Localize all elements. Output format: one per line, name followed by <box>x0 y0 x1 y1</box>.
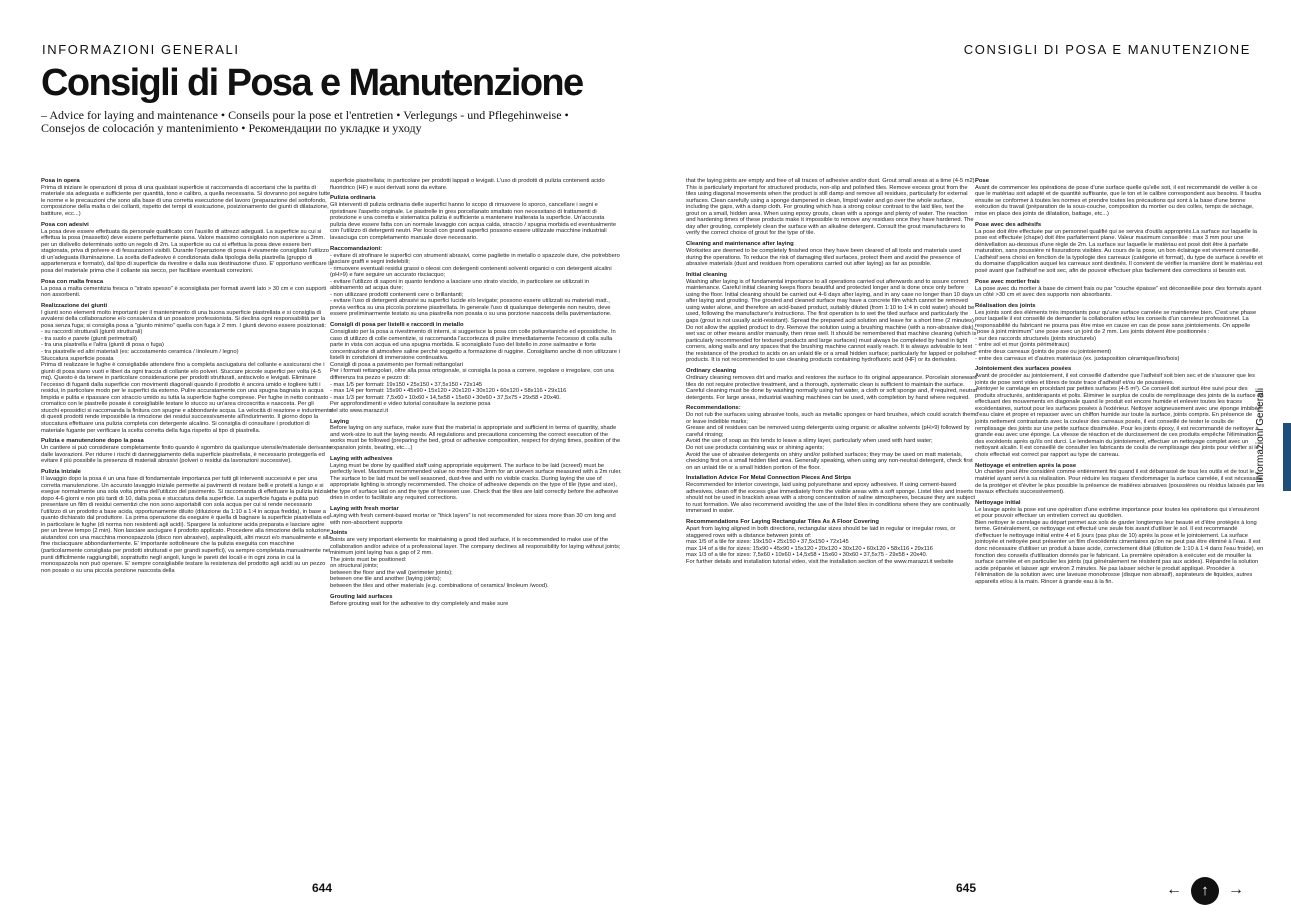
section-heading: Nettoyage initial <box>975 499 1021 506</box>
section-heading: Posa con malta fresca <box>41 278 104 285</box>
text-column-3 <box>686 178 978 570</box>
page-subtitle: – Advice for laying and maintenance • Conseils pour la pose et l'entretien • Verlegungs - und Pflegehinweise • Consejos de colocación y mantenimiento • Рекомендации по укладке и уходу <box>41 108 569 135</box>
section-tab-label: Informazioni Generali <box>1255 387 1266 483</box>
section-body: that the laying joints are empty and free of all traces of adhesive and/or dust. Grout small areas at a time (4-5 m2). This is particularly important for structured products, non-slip and polished tiles. Remove excess grout from the tiles using diagonal movements when the product is still damp and remove all residues, particularly for external surfaces. Clean carefully using a sponge dampened in clean, limpid water and go over the whole surface, including the gaps, with a damp cloth. For grouting which has a strong colour contrast to the laid tiles, test the grout on a small, hidden area. When using epoxy grouts, clean with a sponge and plenty of water. The reaction and hardening times of these products make it impossible to remove any residues once they have hardened. The day after grouting, completely clean the surface with an alkaline detergent. Consult the grout manufacturers to verify the correct choice of grout for the type of tile. <box>686 178 977 237</box>
section-label-left: INFORMAZIONI GENERALI <box>42 42 240 57</box>
section-body: Avant de commencer les opérations de pose d'une surface quelle qu'elle soit, il est recommandé de veiller à ce que le matériau soit adapté et de quantité suffisante, que le ton et le calibre correspondent aux besoins. Il faudra ensuite se conformer à toutes les normes et prendre toutes les précautions qui sont à la base d'une bonne exécution du travail (préparation de la sous-couche, composition du mortier ou des colles, temps de séchage, mise en place des joints de dilatation, battage, etc...) <box>975 184 1261 217</box>
section-heading: Réalisation des joints <box>975 302 1036 309</box>
section-tab-marker <box>1283 423 1291 491</box>
section-heading: Recommendations: <box>686 405 741 412</box>
section-label-right: CONSIGLI DI POSA E MANUTENZIONE <box>963 42 1251 57</box>
section-body: Ordinary cleaning removes dirt and marks and restores the surface to its original appearance. Porcelain stoneware tiles do not require protective treatment, and a thorough, systematic clean is sufficient to maintain the surface. Careful cleaning must be done by washing normally using hot water, a cloth or soft sponge and, if required, neutral detergents. For large areas, industrial washing machines can be used, with completion by hand where required. <box>686 374 978 401</box>
section-heading: Initial cleaning <box>686 271 727 278</box>
section-body: Laying must be done by qualified staff using appropriate equipment. The surface to be laid (screed) must be perfectly level. Maximum recommended value no more than 3mm for an uneven surface measured with a 2m ruler. The surface to be laid must be well seasoned, dust-free and with no visible cracks. During laying the use of appropriate lighting is strongly recommended. The choice of adhesive depends on the type of tile (type and size), the type of surface laid on and the type of foreseen use. Check that the tiles are laid correctly before the adhesive dries in order to facilitate any required corrections. <box>330 462 622 502</box>
section-body: Washing after laying is of fundamental importance to all operations carried out afterwards and to assure correct maintenance. Careful initial cleaning keeps floors beautiful and protected longer and is done once only before using the floor. Initial cleaning should be carried out 4-6 days after laying, and in any case no longer than 10 days after laying and grouting. The grouted and cleaned surface may have a concrete film which cannot be removed using water alone, and therefore an acid-based product, suitably diluted (from 1:10 to 1:4 in cold water) should be used, following the manufacturer's instructions. The first operation is to wet the tiled surface and particularly the gaps (grout is not usually acid-resistant). Spread the prepared acid solution and leave for a short time (2 minutes). Do not allow the applied product to dry. Remove the solution using a brushing machine (with a non-abrasive disk), wet vac or other means and/or manually, then rinse well. It should be remembered that machine cleaning (which is particularly recommended for textured products and large surfaces) must always be completed by hand in tight corners, along walls and any spaces that the brushing machine cannot easily reach. It is always advisable to test the resistance of the product to acids on an unlaid tile or a small hidden surface; particularly for lapped or polished products. It is not recommended to use cleaning products containing hydrofluoric acid (HF) or its derivates. <box>686 278 977 364</box>
section-body: superficie piastrellata; in particolare per prodotti lappati o levigati. L'uso di prodotti di pulizia contenenti acido fluoridrico (HF) e suoi derivati sono da evitare. <box>330 178 605 191</box>
section-body: Un chantier peut être considéré comme entièrement fini quand il est débarrassé de tous les outils et de tout le matériel ayant servi à sa réalisation. Pour réduire les risques d'endommager la surface carrelée, il est nécessaire de la protéger et d'éviter le plus possible la présence de matières abrasives (poussières ou résidus laissés par les travaux effectués successivement). <box>975 469 1265 496</box>
section-body: Recommended for interior coverings, laid using polyurethane and epoxy adhesives. If using cement-based adhesives, clean off the excess glue immediately from the visible areas with a soft sponge. Listel tiles and inserts should not be used in brackish areas with a strong concentration of saline atmospheres, because they are subject to rust formation. We also recommend avoiding the use of the listel tiles in conditions where they are continually immersed in water. <box>686 482 975 515</box>
section-body: La pose doit être effectuée par un personnel qualifié qui se servira d'outils appropriés.La surface sur laquelle la pose est effectuée (chape) doit être parfaitement plane. Valeur maximum conseillée : max 3 mm pour une dénivellation au-dessous d'une règle de 2m. La surface sur laquelle le matériau est posé doit être à parfaite maturation, sans poussière ni fissurations visibles. Au cours de la pose, un bon éclairage est vivement conseillé. L'adhésif sera choisi en fonction de la typologie des carreaux (catégorie et format), du type de surface à revêtir et du domaine d'application auquel les carreaux sont destinés. Il convient de vérifier la manière dont le matériau est posé avant que l'adhésif ne soit sec, afin de pouvoir effectuer plus facilement des corrections si besoin est. <box>975 228 1263 274</box>
section-heading: Raccomandazioni: <box>330 245 383 252</box>
section-heading: Posa in opera <box>41 178 80 184</box>
section-heading: Pose avec des adhésifs <box>975 221 1042 228</box>
section-body: Prima di iniziare le operazioni di posa di una qualsiasi superficie si raccomanda di accertarsi che la partita di materiale sia adeguata e sufficiente per quantità, tono e calibro, a quella necessaria. Si dovranno poi seguire tutte le norme e le precauzioni che sono alla base di una corretta esecuzione del lavoro (preparazione del sottofondo, composizione della malta o dei collanti, rispetto dei tempi di essicazione, posizionamento dei giunti di dilatazione, battiture, ecc...) <box>41 184 331 217</box>
section-body: Joints are very important elements for maintaining a good tiled surface, it is recommended to make use of the collaboration and/or advice of a professional layer. The company declines all responsibility for laying without joints; minimum joint laying has a gap of 2 mm. The joints must be positioned: on structural joints; between the floor and the wall (perimeter joints); between one tile and another (laying joints); between the tiles and other materials (e.g. combinations of ceramics/ linoleum /wood). <box>330 537 621 589</box>
section-body: Consigliato per la posa a rivestimento di interni, si suggerisce la posa con colle poliuretaniche ed epossidiche. In caso di utilizzo di colle cementizie, si raccomanda l'accortezza di pulire immediatamente l'eccesso di colla sulla parte in vista con acqua ed una spugna morbida. E sconsigliato l'uso del listello in zone salmastre e forte concentrazione di atmosfere saline perchè soggetto a formazione di ruggine. Consigliamo anche di non utilizzare i listelli in condizioni di immersione continuativa. Consigli di posa a pavimento per formati rettangolari Per i formati rettangolari, oltre alla posa ortogonale, si consiglia la posa a correre, regolare o irregolare, con una differenza tra pezzo e pezzo di: - max 1/5 per formati: 19x150 • 25x150 • 37,5x150 • 72x145 - max 1/4 per formati: 15x90 • 45x90 • 15x120 • 20x120 • 30x120 • 60x120 • 58x116 • 29x116 - max 1/3 per formati: 7,5x60 • 10x60 • 14,5x58 • 15x60 • 30x60 • 37,5x75 • 29x58 • 20x40. Per approfondimenti e video tutorial consultare la sezione posa del sito www.marazzi.it <box>330 329 620 414</box>
next-page-arrow-icon[interactable]: → <box>1228 881 1244 898</box>
section-heading: Recommendations For Laying Rectangular Tiles As A Floor Covering <box>686 519 880 526</box>
section-body: - evitare di strofinare le superfici con strumenti abrasivi, come pagliette in metallo o spazzole dure, che potrebbero lasciare graffi e segni indelebili; - rimuovere eventuali residui grassi o oleosi con detergenti contenenti solventi organici o con detergenti alcalini (pH>9) e fare seguire un accurato risciacquo; - evitare l'utilizzo di saponi in quanto tendono a lasciare uno strato viscido, in particolare se utilizzati in abbinamento ad acqua dure; - non utilizzare prodotti contenenti cere o brillantanti; - evitare l'uso di detergenti abrasivi su superfici lucide e/o levigate; possono essere utilizzati su materiali matt., previa verifica su una piccola porzione piastrellata. In generale l'uso di qualunque detergente non neutro, deve essere preliminarmente testato su una piastrella non posata o su una porzione nascosta della pavimentazione. <box>330 252 620 318</box>
text-column-1 <box>41 178 333 578</box>
section-body: La posa deve essere effettuata da personale qualificato con l'ausilio di attrezzi adeguati. La superficie su cui si effettua la posa (massetto) deve essere perfettamente piana. Valore massimo consigliato non superiore a 3mm. per un dislivello determinato sotto un regolo di 2m. La superficie su cui si effettua la posa deve essere ben stagionata, priva di polvere e di fessurazioni visibili. Durante l'operazione di posa è vivamente consigliato l'utilizzo di un'adeguata illuminazione. La scelta dell'adesivo è condizionata dalla tipologia della piastrella (gruppo di appartenenza e formato), dal tipo di superficie da rivestire e dalla sua destinazione d'uso. E' opportuno verificare la posa del materiale prima che il collante sia secco, per facilitare eventuali correzioni. <box>41 228 333 274</box>
text-column-4 <box>975 178 1265 590</box>
section-heading: Cleaning and maintenance after laying <box>686 241 794 248</box>
section-body: Apart from laying aligned in both directions, rectangular sizes should be laid in regular or irregular rows, or staggered rows with a distance between joints of: max 1/5 of a tile for sizes: 19x150 • 25x150 • 37,5x150 • 72x145 max 1/4 of a tile for sizes: 15x90 • 45x90 • 15x120 • 20x120 • 30x120 • 60x120 • 58x116 • 29x116 max 1/3 of a tile for sizes: 7,5x60 • 10x60 • 14,5x58 • 15x60 • 30x60 • 37,5x75 - 29x58 • 20x40. For further details and installation tutorial video, visit the installation section of the www.marazzi.it website <box>686 526 956 565</box>
back-to-top-button[interactable]: ↑ <box>1191 877 1219 905</box>
section-body: Laying with fresh cement-based mortar or "thick layers" is not recommended for sizes more than 30 cm long and with non-absorbent supports <box>330 512 616 526</box>
section-heading: Grouting laid surfaces <box>330 593 393 600</box>
section-body: Les joints sont des éléments très importants pour qu'une surface carrelée se maintienne bien. C'est une phase pour laquelle il est conseillé de demander la collaboration et/ou les conseils d'un carreleur professionnel. La responsabilité du fabricant ne pourra pas être mise en cause en cas de pose sans jointoiements. On appelle "pose à joint minimum" une pose avec un joint de 2 mm. Les joints doivent être positionnés : - sur des raccords structurels (joints structurels) - entre sol et mur (joints périmétraux) - entre deux carreaux (joints de pose ou jointoiement) - entre des carreaux et d'autres matériaux (ex. juxtaposition céramique/lino/bois) <box>975 309 1257 362</box>
section-heading: Laying <box>330 418 349 425</box>
section-body: I giunti sono elementi molto importanti per il mantenimento di una buona superficie piastrellata e si consiglia di avvalersi della collaborazione e/o consulenza di un posatore professionista. Si declina ogni responsabilità per la posa senza fuga; si consiglia posa a "giunto minimo" quella con fuga ≥ 2 mm. I giunti devono essere posizionati: - su raccordi strutturali (giunti strutturali) - tra suolo e parete (giunti perimetrali) - tra una piastrella e l'altra (giunti di posa o fuga) - tra piastrelle ed altri materiali (es: accostamento ceramica / linoleum / legno) Stuccatura superficie posata Prima di realizzare le fughe è consigliabile attendere fino a completa asciugatura del collante e assicurarsi che i giunti di posa siano vuoti e liberi da ogni traccia di collante e/o polveri. Stuccare piccole superfici per volta (4-5 mq). Questo è da tenere in particolare considerazione per prodotti strutturati, antiscivolo e levigati. Eliminare l'eccesso di fuganti dalla superficie con movimenti diagonali quando il prodotto è ancora umido e togliere tutti i residui, in particolare modo per le superfici da esterno. Pulire accuratamente con una spugna bagnata in acqua limpida e pulita e ripassare con straccio umido su tutta la superficie fughe comprese. Per fughe in netto contrasto cromatico con le piastrelle posate è consigliabile testare lo stucco su un'area circoscritta e nascosta. Per gli stucchi epossidici si raccomanda la finitura con spugne e abbondante acqua. La velocità di reazione e indurimento di questi prodotti rende impossibile la rimozione dei residui successivamente all'indurimento. Il giorno dopo la stuccatura effettuare una pulizia completa con detergente alcalino. Si consiglia di consultare i produttori di materiale fugante per verificare la scelta corretta della fuga rispetto al tipo di piastrella. <box>41 309 332 434</box>
section-body: Before grouting wait for the adhesive to dry completely and make sure <box>330 600 509 607</box>
section-heading: Posa con adesivi <box>41 221 89 228</box>
section-heading: Joints <box>330 530 348 537</box>
section-heading: Pulizia ordinaria <box>330 195 376 202</box>
section-body: La posa a malta cementizia fresca o "strato spesso" è sconsigliata per formati aventi lato > 30 cm e con supporti non assorbenti. <box>41 285 327 299</box>
section-body: Un cantiere si può considerare completamente finito quando è sgombro da qualunque utensile/materiale derivante dalle lavorazioni. Per ridurre i rischi di danneggiamento della superficie piastrellata, è necessario proteggerla ed evitare il più possibile la presenza di materiali abrasivi (polveri o residui da lavorazioni successive). <box>41 445 332 465</box>
section-heading: Laying with fresh mortar <box>330 506 399 513</box>
page-number-left: 644 <box>312 881 333 895</box>
section-heading: Nettoyage et entretien après la pose <box>975 462 1077 469</box>
section-heading: Ordinary cleaning <box>686 368 737 375</box>
section-body: Il lavaggio dopo la posa è un una fase di fondamentale importanza per tutti gli interventi successivi e per una corretta manutenzione. Un accurato lavaggio iniziale permette ai pavimenti di restare belli e protetti a lungo e si esegue normalmente una sola volta prima dell'utilizzo del pavimento. Si raccomanda di effettuare la pulizia iniziale dopo 4-6 giorni e non più tardi di 10, dalla posa e stuccatura della superficie. La superficie fugata e pulita può presentare un film di residui cementizi che non sono asportabili con sola acqua per cui si rende necessario l'utilizzo di un prodotto a base acida, opportunamente diluito (diluizione da 1:10 a 1:4 in acqua fredda), in base a quanto dichiarato dal produttore. La prima operazione da eseguire è quella di bagnare la superficie piastrellata ed in particolare le fughe (di norma non resistenti agli acidi). Spargere la soluzione acida preparata e lasciare agire per un breve tempo (2 min). Non lasciare asciugare il prodotto applicato. Procedere alla rimozione della soluzione aiutandosi con una macchina monospazzola (disco non abrasivo), aspiraliquidi, altri mezzi e/o manualmente e alla fine risciacquare abbondantemente. E' importante sottolineare che la pulizia eseguita con macchine (particolarmente consigliata per prodotti strutturati e per grandi superfici), va sempre completata manualmente nei punti difficilmente raggiungibili, soprattutto negli angoli, lungo le pareti dei locali e in ogni zona in cui la monospazzola non può operare. E' sempre consigliabile testare la resistenza del prodotto agli acidi su un pezzo non posato o su una piccola porzione nascosta della <box>41 475 332 574</box>
previous-page-arrow-icon[interactable]: ← <box>1166 881 1182 898</box>
section-heading: Pulizia iniziale <box>41 469 81 476</box>
section-heading: Realizzazione dei giunti <box>41 302 108 309</box>
section-body: Gli interventi di pulizia ordinaria delle superfici hanno lo scopo di rimuovere lo sporco, cancellare i segni e ripristinare l'aspetto originale. Le piastrelle in gres porcellanato smaltato non necessitano di trattamenti di protezione e una corretta e sistematica pulizia è sufficiente a mantenere inalterata la superficie. Un'accurata pulizia deve essere fatta con un normale lavaggio con acqua calda, straccio / spugna morbida ed eventualmente con l'utilizzo di detergenti neutri. Per locali con grandi superfici possono essere utilizzate macchine industriali lavasciuga con completamento manuale dove necessario. <box>330 202 617 241</box>
page-number-right: 645 <box>956 881 977 895</box>
section-body: Avant de procéder au jointoiement, il est conseillé d'attendre que l'adhésif soit bien sec et de s'assurer que les joints de pose sont vides et libres de toute trace d'adhésif et/ou de poussières. Jointoyer le carrelage en procédant par petites surfaces (4-5 m²). Ce conseil doit surtout être suivi pour des produits structurés, antidérapants et polis. Éliminer le surplus de coulis de remplissage des joints de la surface en effectuant des mouvements en diagonale quand le produit est encore humide et enlever toutes les traces excédentaires, surtout pour les surfaces posées à l'extérieur. Nettoyer soigneusement avec une éponge imbibée d'eau claire et propre et repasser avec un chiffon humide sur toute la surface, joints compris. En présence de joints nettement contrastants avec la couleur des carreaux posés, il est conseillé de tester le coulis de remplissage des joints sur une petite surface dissimulée. Pour les joints époxy, il est recommandé de nettoyer à grande eau avec une éponge. La vitesse de réaction et de durcissement de ces produits empêche l'élimination des excédents après qu'ils ont durci. Le lendemain du jointoiement, effectuer un nettoyage complet avec un nettoyant alcalin. Il est conseillé de consulter les fabricants de coulis de remplissage des joints pour vérifier si le choix effectué est correct par rapport au type de carreau. <box>975 373 1264 458</box>
section-body: Do not rub the surfaces using abrasive tools, such as metallic sponges or hard brushes, which could scratch them or leave indelible marks; Grease and oil residues can be removed using detergents using organic or alkaline solvents (pH>9) followed by careful rinsing; Avoid the use of soap as this tends to leave a slimy layer, particularly when used with hard water; Do not use products containing wax or shining agents; Avoid the use of abrasive detergents on shiny and/or polished surfaces; they may be used on matt materials, checking first on a small hidden tiled area. Generally speaking, when using any non-neutral detergent, check first on an unlaid tile or a small hidden portion of the floor. <box>686 412 976 471</box>
section-heading: Installation Advice For Metal Connection Pieces And Strips <box>686 475 852 482</box>
section-body: La pose avec du mortier à base de ciment frais ou par "couche épaisse" est déconseillée pour des formats ayant un côté >30 cm et avec des supports non absorbants. <box>975 285 1262 299</box>
section-body: Before laying on any surface, make sure that the material is appropriate and sufficient in terms of quantity, shade and work-size to suit the laying needs. All regulations and precautions concerning the correct execution of the works must be followed (preparing the bed, grout or adhesive composition, respect for drying times, position of the expansion joints, beating, etc....) <box>330 425 621 451</box>
section-heading: Consigli di posa per listelli e raccordi in metallo <box>330 322 464 329</box>
section-body: Le lavage après la pose est une opération d'une extrême importance pour toutes les opérations qui s'ensuivront et pour pouvoir effectuer un entretien correct au quotidien. Bien nettoyer le carrelage au départ permet aux sols de garder longtemps leur beauté et d'être protégés à long terme. Généralement, ce nettoyage est effectué une seule fois avant d'utiliser le sol. Il est recommandé d'effectuer le nettoyage initial entre 4 et 6 jours (pas plus de 10) après la pose et le jointoiement. La surface jointoyée et nettoyée peut présenter un film d'excédents cimentaires qu'on ne peut pas être éliminé à l'eau. Il est donc nécessaire d'utiliser un produit à base acide, correctement dilué (dilution de 1:10 à 1:4 dans l'eau froide), en fonction des conseils d'utilisation donnés par le fabricant. La première opération à exécuter est de mouiller la surface carrelée et en particulier les joints (qui généralement ne résistent pas aux acides). Répandre la solution acide préparée et laisser agir environ 2 minutes. Ne pas laisser sécher le produit appliqué. Procéder à l'élimination de la solution avec une laveuse monobrosse (disque non abrasif), aspirateurs de liquides, autres appareils et/ou à la main. Rincer à grande eau à la fin. <box>975 506 1264 585</box>
page-title: Consigli di Posa e Manutenzione <box>41 62 583 104</box>
section-body: Worksites are deemed to be completely finished once they have been cleared of all tools and materials used during the operations. To reduce the risk of damaging tiled surfaces, protect them and avoid the presence of abrasive materials (dust and residues from operations carried out after laying) as far as possible. <box>686 248 962 268</box>
section-heading: Pose <box>975 178 990 184</box>
section-heading: Pose avec mortier frais <box>975 278 1040 285</box>
text-column-2 <box>330 178 622 611</box>
section-heading: Jointoiement des surfaces posées <box>975 366 1072 373</box>
section-heading: Pulizia e manutenzione dopo la posa <box>41 438 144 445</box>
section-heading: Laying with adhesives <box>330 455 393 462</box>
